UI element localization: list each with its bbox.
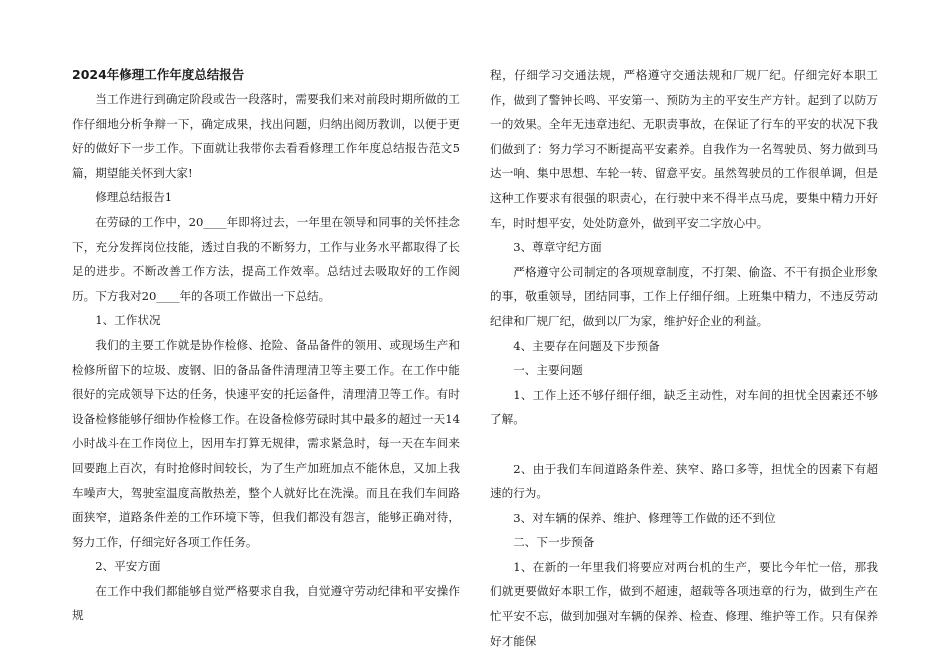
- paragraph-main-work: 我们的主要工作就是协作检修、抢险、备品备件的领用、或现场生产和检修所留下的垃圾、废钢、旧的备品备件清理清卫等主要工作。在工作中能很好的完成领导下达的任务，快速平安的托运备件，清理清卫等工作。有时设备检修能够仔细协作检修工作。在设备检修劳碌时其中最多的超过一天14小时战斗在工作岗位上，因用车打算无规律，需求紧急时，每一天在车间来回要跑上百次，有时抢修时间较长，为了生产加班加点不能休息，又加上我车噪声大，驾驶室温度高散热差，整个人就好比在洗澡。而且在我们车间路面狭窄，道路条件差的工作环境下等，但我们都没有怨言，能够正确对待，努力工作，仔细完好各项工作任务。: [72, 337, 460, 549]
- paragraph-safety-continued: 程，仔细学习交通法规，严格遵守交通法规和厂规厂纪。仔细完好本职工作，做到了警钟长鸣、平安第一、预防为主的平安生产方针。起到了以防万一的效果。全年无违章违纪、无职责事故，在保证了行车的平安的状况下我们做到了：努力学习不断提高平安素养。自我作为一名驾驶员、努力做到马达一响、集中思想、车轮一转、留意平安。虽然驾驶员的工作很单调，但是这种工作要求有很强的职责心，在行驶中来不得半点马虎，要集中精力开好车，时时想平安，处处防意外，做到平安二字放心中。: [490, 68, 878, 230]
- list-item-problem-3: 3、对车辆的保养、维护、修理等工作做的还不到位: [513, 510, 776, 525]
- paragraph-year-summary: 在劳碌的工作中，20____年即将过去，一年里在领导和同事的关怀挂念下，充分发挥岗位技能，透过自我的不断努力，工作与业务水平都取得了长足的进步。不断改善工作方法，提高工作效率。总结过去吸取好的工作阅历。下方我对20____年的各项工作做出一下总结。: [72, 214, 460, 303]
- list-item-plan-1: 1、在新的一年里我们将要应对两台机的生产，要比今年忙一倍，那我们就更要做好本职工作，做到不超速，超载等各项违章的行为，做到生产在忙平安不忘，做到加强对车辆的保养、检查、修理、维护等工作。只有保养好才能保: [490, 559, 878, 648]
- left-column: [72, 63, 460, 628]
- paragraph-discipline: 严格遵守公司制定的各项规章制度，不打架、偷盗、不干有损企业形象的事，敬重领导，团结同事，工作上仔细仔细。上班集中精力，不违反劳动纪律和厂规厂纪，做到以厂为家，维护好企业的利益。: [490, 264, 878, 328]
- list-item-problem-2: 2、由于我们车间道路条件差、狭窄、路口多等，担忧全的因素下有超速的行为。: [490, 461, 878, 501]
- section-heading-safety: 2、平安方面: [95, 559, 161, 574]
- section-heading-problems-plans: 4、主要存在问题及下步预备: [513, 338, 660, 353]
- subheading-main-problems: 一、主要问题: [513, 363, 583, 378]
- list-item-problem-1: 1、工作上还不够仔细仔细，缺乏主动性，对车间的担忧全因素还不够了解。: [490, 387, 878, 427]
- subheading-next-steps: 二、下一步预备: [513, 535, 595, 550]
- right-column: [490, 63, 878, 653]
- report-heading: 修理总结报告1: [95, 190, 173, 205]
- document-title: 2024年修理工作年度总结报告: [72, 67, 245, 82]
- paragraph-safety-start: 在工作中我们都能够自觉严格要求自我，自觉遵守劳动纪律和平安操作规: [72, 583, 460, 623]
- section-heading-work-status: 1、工作状况: [95, 313, 161, 328]
- intro-paragraph: 当工作进行到确定阶段或告一段落时，需要我们来对前段时期所做的工作仔细地分析争辩一下，确定成果，找出问题，归纳出阅历教训，以便于更好的做好下一步工作。下面就让我带你去看看修理工作年度总结报告范文5篇，期望能关怀到大家!: [72, 92, 460, 180]
- section-heading-discipline: 3、尊章守纪方面: [513, 240, 602, 255]
- blank-line: [490, 432, 878, 457]
